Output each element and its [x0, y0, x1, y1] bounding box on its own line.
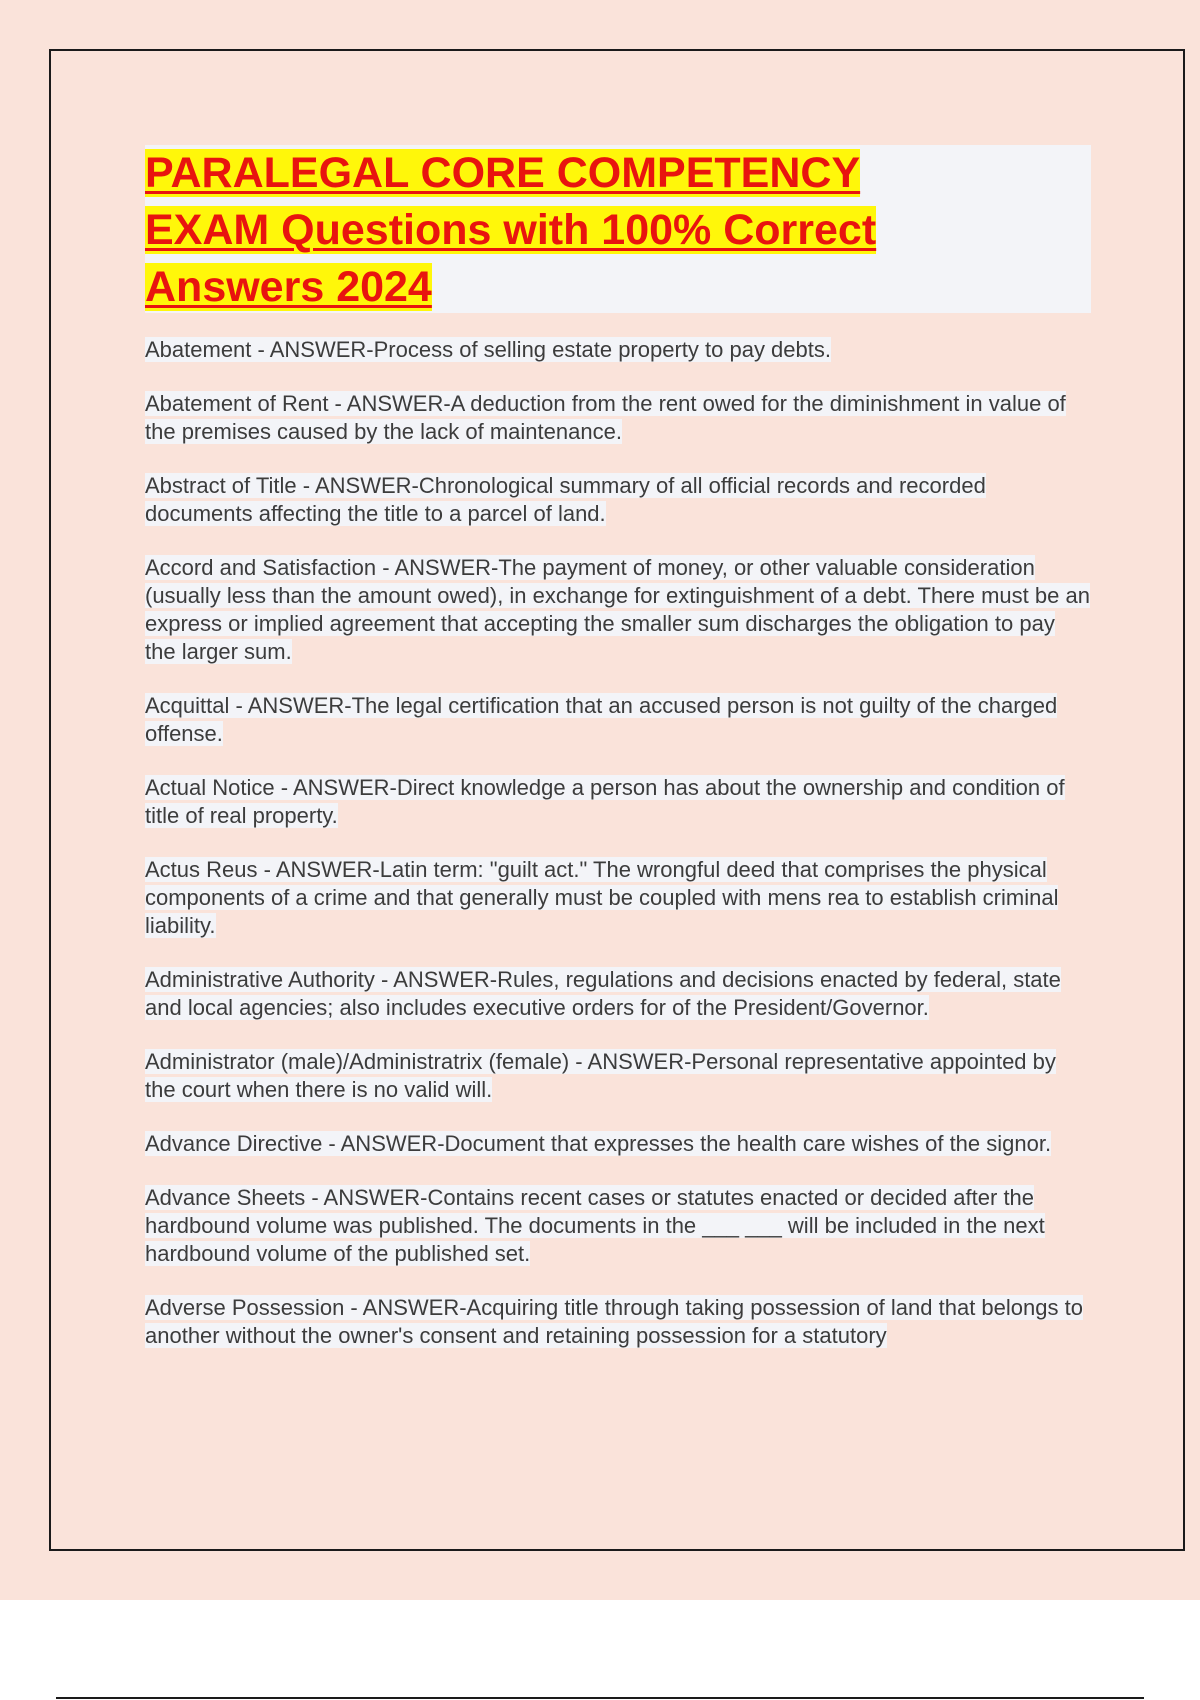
document-title	[145, 145, 985, 316]
page-divider	[56, 1697, 1144, 1699]
glossary-entry: Abatement of Rent - ANSWER-A deduction from the rent owed for the diminishment in value of the premises caused by the lack of maintenance.	[145, 391, 1066, 444]
glossary-entry: Adverse Possession - ANSWER-Acquiring title through taking possession of land that belongs to another without the owner's consent and retaining possession for a statutory	[145, 1295, 1083, 1348]
glossary-entry: Advance Sheets - ANSWER-Contains recent cases or statutes enacted or decided after the hardbound volume was published. The documents in the ___ ___ will be included in the next hardbound volume of the published set.	[145, 1185, 1045, 1266]
glossary-entry: Accord and Satisfaction - ANSWER-The payment of money, or other valuable consideration (usually less than the amount owed), in exchange for extinguishment of a debt. There must be an express or implied agreement that accepting the smaller sum discharges the obligation to pay the larger sum.	[145, 555, 1090, 664]
document-title-text: PARALEGAL CORE COMPETENCY EXAM Questions with 100% Correct Answers 2024	[145, 149, 877, 311]
glossary-list	[145, 336, 1090, 1376]
glossary-entry: Actual Notice - ANSWER-Direct knowledge a person has about the ownership and condition of title of real property.	[145, 775, 1065, 828]
glossary-entry: Administrative Authority - ANSWER-Rules, regulations and decisions enacted by federal, state and local agencies; also includes executive orders for of the President/Governor.	[145, 967, 1061, 1020]
glossary-entry: Abstract of Title - ANSWER-Chronological summary of all official records and recorded documents affecting the title to a parcel of land.	[145, 473, 986, 526]
title-block	[145, 145, 1091, 313]
glossary-entry: Administrator (male)/Administratrix (female) - ANSWER-Personal representative appointed by the court when there is no valid will.	[145, 1049, 1056, 1102]
glossary-entry: Advance Directive - ANSWER-Document that expresses the health care wishes of the signor.	[145, 1131, 1052, 1156]
glossary-entry: Actus Reus - ANSWER-Latin term: "guilt act." The wrongful deed that comprises the physical components of a crime and that generally must be coupled with mens rea to establish criminal liability.	[145, 857, 1059, 938]
glossary-entry: Acquittal - ANSWER-The legal certification that an accused person is not guilty of the charged offense.	[145, 693, 1058, 746]
glossary-entry: Abatement - ANSWER-Process of selling estate property to pay debts.	[145, 337, 831, 362]
